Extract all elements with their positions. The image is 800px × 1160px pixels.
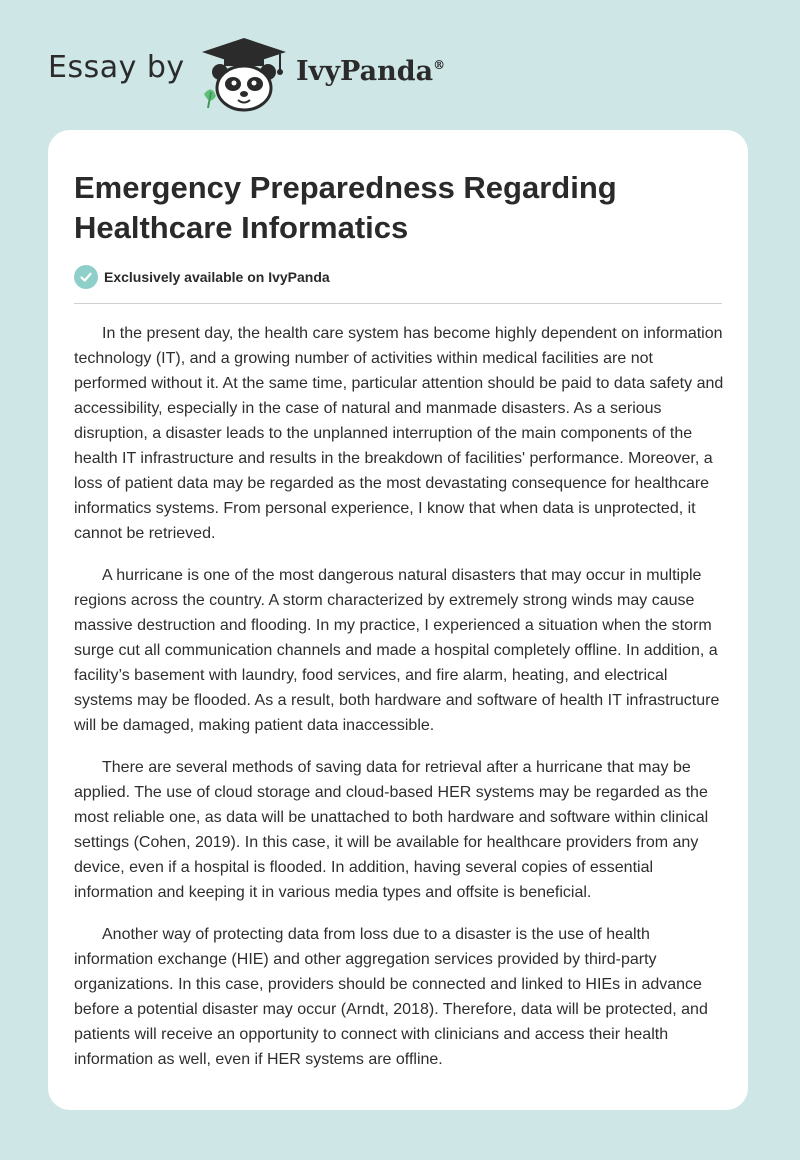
paragraph: A hurricane is one of the most dangerous natural disasters that may occur in multiple regions across the country. A storm characterized by extremely strong winds may cause massive destruction and flooding. In my practice, I experienced a situation when the storm surge cut all communication channels and made a hospital completely offline. In addition, a facility’s basement with laundry, food services, and fire alarm, heating, and electrical systems may be flooded. As a result, both hardware and software of health IT infrastructure will be damaged, making patient data inaccessible. bbox=[74, 567, 720, 734]
divider bbox=[74, 303, 722, 304]
essay-card bbox=[48, 130, 748, 1110]
check-icon bbox=[74, 265, 98, 289]
essay-body bbox=[74, 321, 724, 1089]
brand-name: IvyPanda bbox=[296, 56, 434, 87]
brand-logo-text bbox=[296, 56, 445, 87]
page-title: Emergency Preparedness Regarding Healthcare Informatics bbox=[74, 170, 617, 245]
site-header bbox=[48, 36, 508, 112]
registered-mark: ® bbox=[433, 58, 446, 72]
essay-by-text: Essay by bbox=[48, 50, 185, 85]
paragraph: There are several methods of saving data for retrieval after a hurricane that may be applied. The use of cloud storage and cloud-based HER systems may be regarded as the most reliable one, as data will be unattached to both hardware and software within clinical settings (Cohen, 2019). In this case, it will be available for healthcare providers from any device, even if a hospital is flooded. In addition, having several copies of essential information and keeping it in various media types and offsite is beneficial. bbox=[74, 759, 709, 901]
panda-graduation-cap-icon bbox=[198, 36, 290, 112]
badge-label: Exclusively available on IvyPanda bbox=[104, 269, 330, 285]
paragraph: Another way of protecting data from loss due to a disaster is the use of health information exchange (HIE) and other aggregation services provided by third-party organizations. In this case, providers should be connected and linked to HIEs in advance before a potential disaster may occur (Arndt, 2018). Therefore, data will be protected, and patients will receive an opportunity to connect with clinicians and access their health information as well, even if HER systems are offline. bbox=[74, 926, 708, 1068]
paragraph: In the present day, the health care system has become highly dependent on information technology (IT), and a growing number of activities within medical facilities are not performed without it. At the same time, particular attention should be paid to data safety and accessibility, especially in the case of natural and manmade disasters. As a serious disruption, a disaster leads to the unplanned interruption of the main components of the health IT infrastructure and results in the breakdown of facilities' performance. Moreover, a loss of patient data may be regarded as the most devastating consequence for healthcare informatics systems. From personal experience, I know that when data is unprotected, it cannot be retrieved. bbox=[74, 325, 724, 542]
exclusive-badge bbox=[74, 264, 330, 290]
